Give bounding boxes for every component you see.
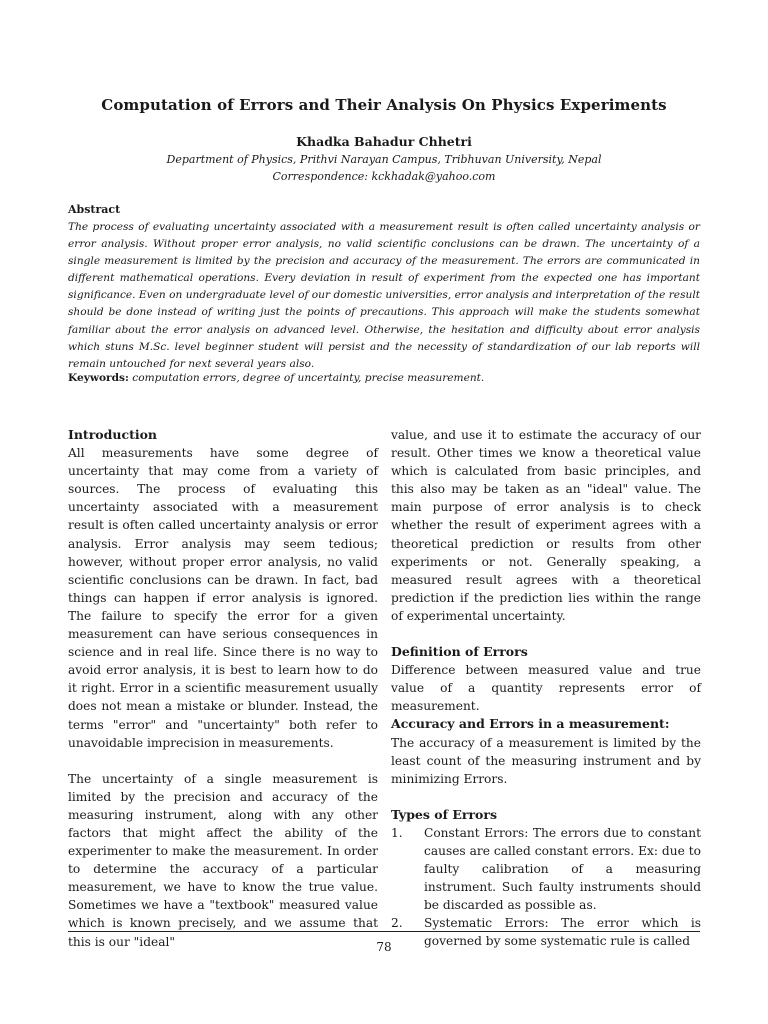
paper-title: Computation of Errors and Their Analysis On Physics Experiments bbox=[101, 96, 667, 114]
types-heading: Types of Errors bbox=[391, 806, 497, 822]
list-item-number: 2. bbox=[391, 916, 403, 931]
introduction-heading: Introduction bbox=[68, 427, 158, 442]
keywords-text: computation errors, degree of uncertainty, precise measurement. bbox=[132, 372, 485, 384]
abstract-text: The process of evaluating uncertainty associated with a measurement result is often called uncertainty analysis or error analysis. Without proper error analysis, no valid scientific conclusions can be drawn. The uncertainty of a single measurement is limited by the precision and accuracy of the measurement. The errors are communicated in different mathematical operations. Every deviation in result of experiment from the expected one has important significance. Even on undergraduate level of our domestic universities, error analysis and interpretation of the result should be done instead of writing just the points of precautions. This approach will make the students somewhat familiar about the error analysis on advanced level. Otherwise, the hesitation and difficulty about error analysis which stuns M.Sc. level beginner student will persist and the necessity of standardization of our lab reports will remain untouched for next several years also. bbox=[68, 221, 700, 370]
author-affiliation: Department of Physics, Prithvi Narayan Campus, Tribhuvan University, Nepal bbox=[166, 153, 602, 166]
accuracy-text: The accuracy of a measurement is limited by the least count of the measuring instrument and by minimizing Errors. bbox=[391, 735, 701, 786]
list-item-number: 1. bbox=[391, 825, 403, 840]
right-column bbox=[391, 426, 701, 951]
left-column bbox=[68, 426, 378, 951]
keywords-line bbox=[68, 372, 700, 384]
page-number: 78 bbox=[376, 940, 392, 954]
correspondence-email: Correspondence: kckhadak@yahoo.com bbox=[272, 170, 496, 183]
accuracy-heading: Accuracy and Errors in a measurement: bbox=[391, 716, 670, 732]
footer-rule bbox=[68, 931, 700, 932]
introduction-paragraph-3: value, and use it to estimate the accuracy of our result. Other times we know a theoretical value which is calculated from basic principles, and this also may be taken as an "ideal" value. The main purpose of error analysis is to check whether the result of experiment agrees with a theoretical prediction or results from other experiments or not. Generally speaking, a measured result agrees with a theoretical prediction if the prediction lies within the range of experimental uncertainty. bbox=[391, 428, 701, 623]
introduction-paragraph-1: All measurements have some degree of uncertainty that may come from a variety of sources. The process of evaluating this uncertainty associated with a measurement result is often called uncertainty analysis or error analysis. Error analysis may seem tedious; however, without proper error analysis, no valid scientific conclusions can be drawn. In fact, bad things can happen if error analysis is ignored. The failure to specify the error for a given measurement can have serious consequences in science and in real life. Since there is no way to avoid error analysis, it is best to learn how to do it right. Error in a scientific measurement usually does not mean a mistake or blunder. Instead, the terms "error" and "uncertainty" both refer to unavoidable imprecision in measurements. bbox=[68, 446, 378, 750]
list-item-text: Constant Errors: The errors due to constant causes are called constant errors. Ex: due to faulty calibration of a measuring instrument. Such faulty instruments should be discarded as possible as. bbox=[424, 825, 701, 913]
introduction-paragraph-2: The uncertainty of a single measurement is limited by the precision and accuracy of the measuring instrument, along with any other factors that might affect the ability of the experimenter to make the measurement. In order to determine the accuracy of a particular measurement, we have to know the true value. Sometimes we have a "textbook" measured value which is known precisely, and we assume that this is our "ideal" bbox=[68, 771, 378, 949]
author-name: Khadka Bahadur Chhetri bbox=[296, 134, 472, 149]
definition-text: Difference between measured value and true value of a quantity represents error of measurement. bbox=[391, 663, 701, 714]
list-item bbox=[391, 824, 701, 914]
definition-heading: Definition of Errors bbox=[391, 644, 528, 660]
list-item-text: Systematic Errors: The error which is governed by some systematic rule is called bbox=[424, 916, 701, 949]
keywords-label: Keywords: bbox=[68, 372, 129, 384]
abstract-heading: Abstract bbox=[68, 203, 121, 216]
